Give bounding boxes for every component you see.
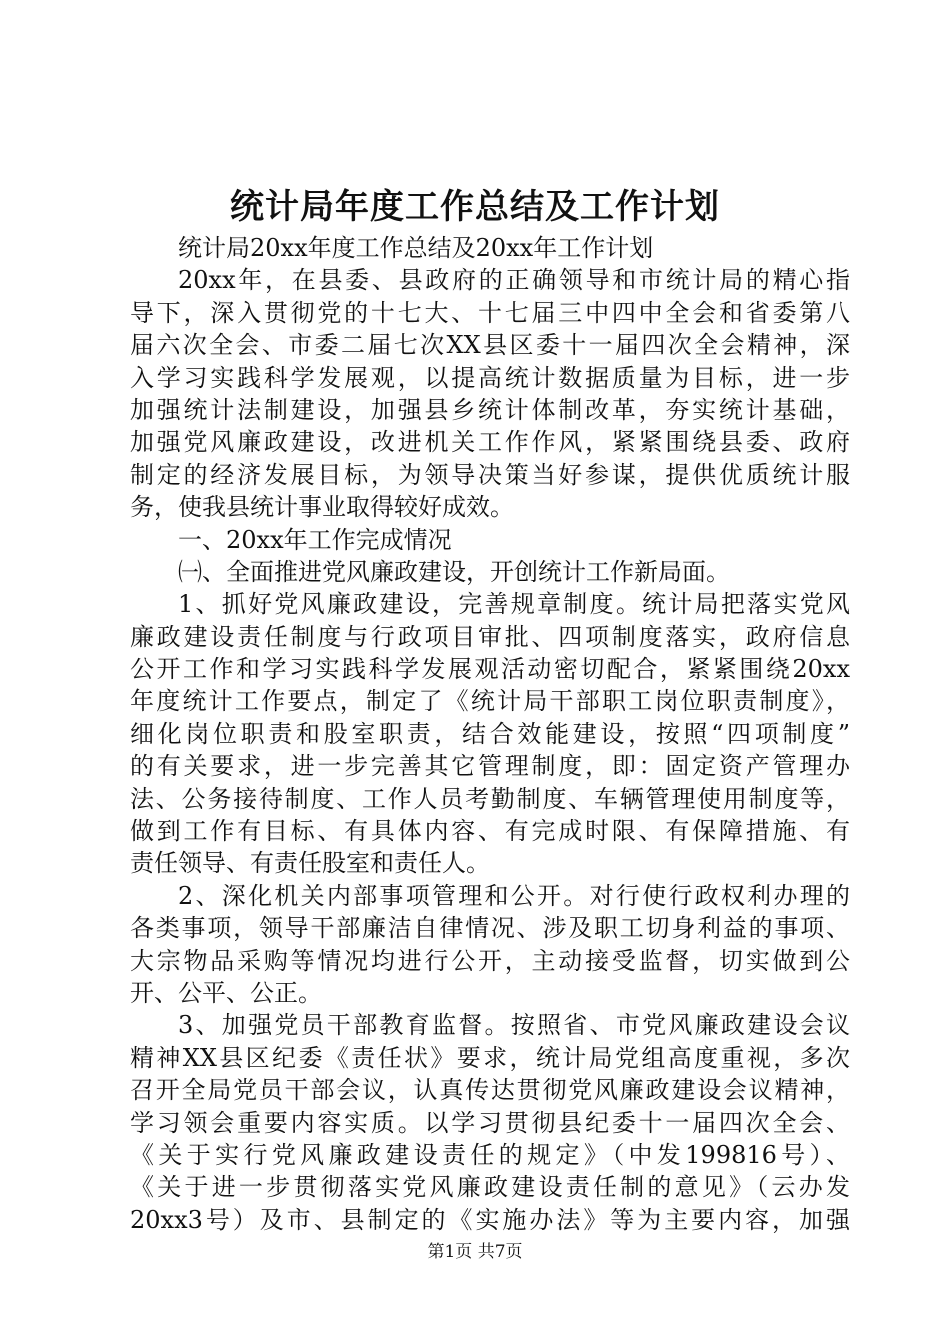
paragraph-line: 务，使我县统计事业取得较好成效。 [130, 493, 514, 522]
paragraph-line: 1、抓好党风廉政建设，完善规章制度。统计局把落实党风 [178, 590, 850, 619]
paragraph-line: 大宗物品采购等情况均进行公开，主动接受监督，切实做到公 [130, 946, 850, 975]
paragraph-line: 年度统计工作要点，制定了《统计局干部职工岗位职责制度》， [130, 687, 850, 716]
paragraph-line: 《关于实行党风廉政建设责任的规定》（中发199816号）、 [130, 1140, 850, 1169]
paragraph-line: 制定的经济发展目标，为领导决策当好参谋，提供优质统计服 [130, 460, 850, 489]
paragraph-line: 加强党风廉政建设，改进机关工作作风，紧紧围绕县委、政府 [130, 428, 850, 457]
paragraph-line: 20xx年，在县委、县政府的正确领导和市统计局的精心指 [178, 266, 850, 295]
paragraph-line: 细化岗位职责和股室职责，结合效能建设，按照“四项制度” [130, 719, 850, 748]
paragraph-line: 的有关要求，进一步完善其它管理制度，即：固定资产管理办 [130, 752, 850, 781]
subtitle-line: 统计局20xx年度工作总结及20xx年工作计划 [178, 234, 654, 262]
paragraph-line: 开、公平、公正。 [130, 978, 322, 1007]
paragraph-line: 法、公务接待制度、工作人员考勤制度、车辆管理使用制度等， [130, 784, 850, 813]
document-title: 统计局年度工作总结及工作计划 [230, 187, 720, 227]
paragraph-line: 做到工作有目标、有具体内容、有完成时限、有保障措施、有 [130, 817, 850, 846]
paragraph-line: 责任领导、有责任股室和责任人。 [130, 849, 490, 878]
paragraph-line: 精神XX县区纪委《责任状》要求，统计局党组高度重视，多次 [130, 1043, 850, 1072]
paragraph-line: 学习领会重要内容实质。以学习贯彻县纪委十一届四次全会、 [130, 1108, 850, 1137]
paragraph-line: 召开全局党员干部会议，认真传达贯彻党风廉政建设会议精神， [130, 1076, 850, 1105]
paragraph-line: 20xx3号）及市、县制定的《实施办法》等为主要内容，加强 [130, 1205, 850, 1234]
page-number-footer: 第1页 共7页 [427, 1242, 523, 1262]
paragraph-line: 廉政建设责任制度与行政项目审批、四项制度落实，政府信息 [130, 622, 850, 651]
paragraph-line: 《关于进一步贯彻落实党风廉政建设责任制的意见》（云办发 [130, 1173, 850, 1202]
paragraph-line: 3、加强党员干部教育监督。按照省、市党风廉政建设会议 [178, 1011, 850, 1040]
paragraph-line: 2、深化机关内部事项管理和公开。对行使行政权利办理的 [178, 881, 850, 910]
paragraph-line: 导下，深入贯彻党的十七大、十七届三中四中全会和省委第八 [130, 298, 850, 327]
section-heading: 一、20xx年工作完成情况 [178, 525, 452, 554]
paragraph-line: 入学习实践科学发展观，以提高统计数据质量为目标，进一步 [130, 363, 850, 392]
paragraph-line: 公开工作和学习实践科学发展观活动密切配合，紧紧围绕20xx [130, 655, 850, 684]
subsection-heading: ㈠、全面推进党风廉政建设，开创统计工作新局面。 [178, 557, 730, 586]
paragraph-line: 加强统计法制建设，加强县乡统计体制改革，夯实统计基础， [130, 395, 850, 424]
paragraph-line: 届六次全会、市委二届七次XX县区委十一届四次全会精神，深 [130, 331, 850, 360]
document-body [130, 232, 850, 1236]
paragraph-line: 各类事项，领导干部廉洁自律情况、涉及职工切身利益的事项、 [130, 914, 850, 943]
